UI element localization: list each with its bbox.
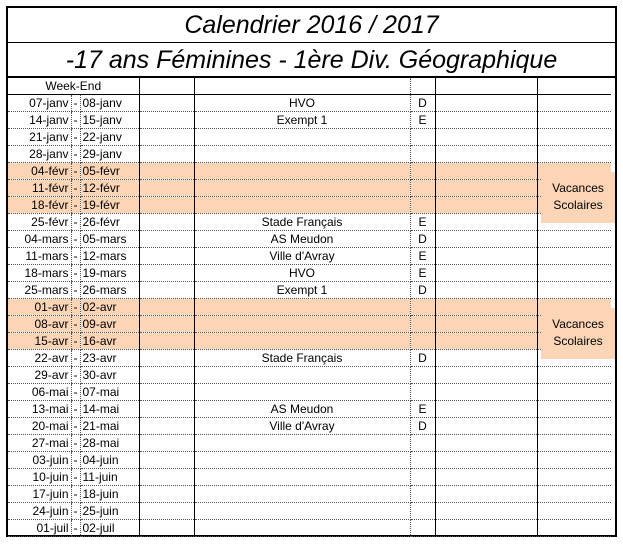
empty-cell xyxy=(139,299,194,316)
empty-cell xyxy=(435,231,537,248)
empty-cell xyxy=(435,129,537,146)
home-away xyxy=(410,299,435,316)
vacation-cell xyxy=(537,435,611,452)
home-away: D xyxy=(410,350,435,367)
vacation-line2: Scolaires xyxy=(553,334,603,348)
date-separator: - xyxy=(71,197,80,214)
home-away xyxy=(410,333,435,350)
empty-cell xyxy=(139,316,194,333)
schedule-row xyxy=(8,129,611,146)
date-separator: - xyxy=(71,367,80,384)
date-separator: - xyxy=(71,180,80,197)
weekend-header: Week-End xyxy=(8,78,139,95)
empty-cell xyxy=(139,350,194,367)
saturday-date: 01-avr xyxy=(8,299,71,316)
saturday-date: 28-janv xyxy=(8,146,71,163)
opponent: AS Meudon xyxy=(194,231,410,248)
home-away xyxy=(410,503,435,520)
opponent: HVO xyxy=(194,95,410,112)
empty-cell xyxy=(139,129,194,146)
sunday-date: 09-avr xyxy=(80,316,139,333)
saturday-date: 03-juin xyxy=(8,452,71,469)
schedule-row xyxy=(8,401,611,418)
date-separator: - xyxy=(71,214,80,231)
schedule-row xyxy=(8,265,611,282)
saturday-date: 22-avr xyxy=(8,350,71,367)
empty-cell xyxy=(139,265,194,282)
empty-cell xyxy=(435,469,537,486)
empty-cell xyxy=(435,214,537,231)
opponent xyxy=(194,469,410,486)
date-separator: - xyxy=(71,248,80,265)
date-separator: - xyxy=(71,435,80,452)
empty-cell xyxy=(435,384,537,401)
empty-cell xyxy=(139,503,194,520)
home-away xyxy=(410,452,435,469)
home-away xyxy=(410,486,435,503)
saturday-date: 06-mai xyxy=(8,384,71,401)
sunday-date: 26-mars xyxy=(80,282,139,299)
opponent xyxy=(194,129,410,146)
opponent xyxy=(194,299,410,316)
schedule-row xyxy=(8,367,611,384)
home-away: D xyxy=(410,418,435,435)
empty-cell xyxy=(435,486,537,503)
date-separator: - xyxy=(71,316,80,333)
home-away xyxy=(410,384,435,401)
schedule-row xyxy=(8,95,611,112)
saturday-date: 25-mars xyxy=(8,282,71,299)
date-separator: - xyxy=(71,333,80,350)
home-away xyxy=(410,316,435,333)
sunday-date: 14-mai xyxy=(80,401,139,418)
sunday-date: 16-avr xyxy=(80,333,139,350)
saturday-date: 18-mars xyxy=(8,265,71,282)
date-separator: - xyxy=(71,231,80,248)
sunday-date: 21-mai xyxy=(80,418,139,435)
empty-cell xyxy=(435,520,537,537)
empty-cell xyxy=(435,248,537,265)
vacation-line1: Vacances xyxy=(552,181,604,195)
date-separator: - xyxy=(71,418,80,435)
saturday-date: 11-févr xyxy=(8,180,71,197)
sunday-date: 30-avr xyxy=(80,367,139,384)
opponent xyxy=(194,384,410,401)
sunday-date: 05-mars xyxy=(80,231,139,248)
calendar-sheet xyxy=(6,6,617,537)
date-separator: - xyxy=(71,95,80,112)
empty-cell xyxy=(435,452,537,469)
schedule-row xyxy=(8,180,611,197)
opponent xyxy=(194,197,410,214)
home-away: E xyxy=(410,248,435,265)
vacation-cell xyxy=(537,418,611,435)
sunday-date: 19-févr xyxy=(80,197,139,214)
opponent xyxy=(194,333,410,350)
home-away: E xyxy=(410,214,435,231)
header-vacation xyxy=(537,78,611,95)
vacation-cell xyxy=(537,231,611,248)
sunday-date: 08-janv xyxy=(80,95,139,112)
opponent xyxy=(194,435,410,452)
schedule-row xyxy=(8,214,611,231)
sunday-date: 07-mai xyxy=(80,384,139,401)
empty-cell xyxy=(435,401,537,418)
schedule-row xyxy=(8,231,611,248)
opponent: Ville d'Avray xyxy=(194,418,410,435)
date-separator: - xyxy=(71,299,80,316)
vacation-cell xyxy=(537,367,611,384)
empty-cell xyxy=(139,146,194,163)
empty-cell xyxy=(435,112,537,129)
saturday-date: 20-mai xyxy=(8,418,71,435)
header-empty-1 xyxy=(139,78,194,95)
empty-cell xyxy=(435,180,537,197)
saturday-date: 01-juil xyxy=(8,520,71,537)
schedule-row xyxy=(8,452,611,469)
schedule-row xyxy=(8,384,611,401)
date-separator: - xyxy=(71,401,80,418)
empty-cell xyxy=(139,231,194,248)
empty-cell xyxy=(139,163,194,180)
opponent: HVO xyxy=(194,265,410,282)
vacation-cell xyxy=(537,384,611,401)
date-separator: - xyxy=(71,452,80,469)
home-away xyxy=(410,469,435,486)
home-away xyxy=(410,146,435,163)
empty-cell xyxy=(435,333,537,350)
opponent: AS Meudon xyxy=(194,401,410,418)
empty-cell xyxy=(139,214,194,231)
schedule-row xyxy=(8,299,611,316)
opponent: Exempt 1 xyxy=(194,112,410,129)
home-away: E xyxy=(410,265,435,282)
empty-cell xyxy=(139,333,194,350)
vacation-cell xyxy=(537,95,611,112)
empty-cell xyxy=(435,299,537,316)
date-separator: - xyxy=(71,265,80,282)
vacation-cell xyxy=(537,282,611,299)
date-separator: - xyxy=(71,503,80,520)
header-row xyxy=(8,78,611,95)
home-away xyxy=(410,180,435,197)
empty-cell xyxy=(139,112,194,129)
schedule-row xyxy=(8,112,611,129)
sunday-date: 02-juil xyxy=(80,520,139,537)
empty-cell xyxy=(435,350,537,367)
home-away: D xyxy=(410,282,435,299)
sunday-date: 29-janv xyxy=(80,146,139,163)
home-away xyxy=(410,435,435,452)
vacation-cell xyxy=(537,520,611,537)
vacation-cell xyxy=(537,112,611,129)
empty-cell xyxy=(139,520,194,537)
home-away: E xyxy=(410,112,435,129)
empty-cell xyxy=(435,197,537,214)
opponent xyxy=(194,146,410,163)
schedule-row xyxy=(8,316,611,333)
saturday-date: 14-janv xyxy=(8,112,71,129)
vacation-cell xyxy=(537,486,611,503)
vacation-line1: Vacances xyxy=(552,317,604,331)
date-separator: - xyxy=(71,146,80,163)
empty-cell xyxy=(139,435,194,452)
saturday-date: 04-févr xyxy=(8,163,71,180)
vacation-cell xyxy=(537,265,611,282)
empty-cell xyxy=(435,282,537,299)
schedule-row xyxy=(8,282,611,299)
empty-cell xyxy=(139,248,194,265)
empty-cell xyxy=(435,265,537,282)
opponent: Ville d'Avray xyxy=(194,248,410,265)
sunday-date: 22-janv xyxy=(80,129,139,146)
empty-cell xyxy=(139,486,194,503)
home-away xyxy=(410,197,435,214)
schedule-row xyxy=(8,503,611,520)
empty-cell xyxy=(139,282,194,299)
sunday-date: 23-avr xyxy=(80,350,139,367)
page-subtitle: -17 ans Féminines - 1ère Div. Géographique xyxy=(8,43,615,78)
sunday-date: 28-mai xyxy=(80,435,139,452)
date-separator: - xyxy=(71,282,80,299)
schedule-row xyxy=(8,418,611,435)
opponent: Stade Français xyxy=(194,350,410,367)
saturday-date: 24-juin xyxy=(8,503,71,520)
date-separator: - xyxy=(71,486,80,503)
schedule-row xyxy=(8,435,611,452)
sunday-date: 26-févr xyxy=(80,214,139,231)
sunday-date: 12-mars xyxy=(80,248,139,265)
home-away xyxy=(410,163,435,180)
empty-cell xyxy=(435,367,537,384)
vacation-line2: Scolaires xyxy=(553,198,603,212)
vacation-cell xyxy=(537,452,611,469)
opponent xyxy=(194,486,410,503)
opponent xyxy=(194,520,410,537)
opponent: Exempt 1 xyxy=(194,282,410,299)
date-separator: - xyxy=(71,112,80,129)
empty-cell xyxy=(139,197,194,214)
saturday-date: 08-avr xyxy=(8,316,71,333)
sunday-date: 25-juin xyxy=(80,503,139,520)
home-away xyxy=(410,129,435,146)
opponent xyxy=(194,180,410,197)
home-away: D xyxy=(410,231,435,248)
vacation-cell xyxy=(537,401,611,418)
schedule-row xyxy=(8,333,611,350)
saturday-date: 29-avr xyxy=(8,367,71,384)
empty-cell xyxy=(139,180,194,197)
page-title: Calendrier 2016 / 2017 xyxy=(8,8,615,43)
vacation-cell xyxy=(537,129,611,146)
home-away: E xyxy=(410,401,435,418)
empty-cell xyxy=(435,95,537,112)
date-separator: - xyxy=(71,129,80,146)
sunday-date: 12-févr xyxy=(80,180,139,197)
empty-cell xyxy=(435,146,537,163)
saturday-date: 11-mars xyxy=(8,248,71,265)
sunday-date: 02-avr xyxy=(80,299,139,316)
empty-cell xyxy=(139,367,194,384)
schedule-row xyxy=(8,469,611,486)
sunday-date: 19-mars xyxy=(80,265,139,282)
date-separator: - xyxy=(71,350,80,367)
date-separator: - xyxy=(71,384,80,401)
schedule-row xyxy=(8,197,611,214)
sunday-date: 05-févr xyxy=(80,163,139,180)
empty-cell xyxy=(435,435,537,452)
schedule-row xyxy=(8,486,611,503)
vacation-cell xyxy=(537,503,611,520)
empty-cell xyxy=(139,452,194,469)
header-opponent xyxy=(194,78,410,95)
schedule-row xyxy=(8,163,611,180)
header-empty-2 xyxy=(435,78,537,95)
home-away: D xyxy=(410,95,435,112)
empty-cell xyxy=(139,418,194,435)
empty-cell xyxy=(435,418,537,435)
saturday-date: 13-mai xyxy=(8,401,71,418)
saturday-date: 25-févr xyxy=(8,214,71,231)
empty-cell xyxy=(139,469,194,486)
opponent xyxy=(194,452,410,469)
sunday-date: 15-janv xyxy=(80,112,139,129)
home-away xyxy=(410,367,435,384)
schedule-table xyxy=(8,78,611,537)
schedule-row xyxy=(8,146,611,163)
opponent xyxy=(194,163,410,180)
vacation-label-february xyxy=(541,172,615,223)
opponent xyxy=(194,316,410,333)
opponent xyxy=(194,503,410,520)
sunday-date: 04-juin xyxy=(80,452,139,469)
schedule-row xyxy=(8,520,611,537)
empty-cell xyxy=(435,503,537,520)
header-loc xyxy=(410,78,435,95)
saturday-date: 10-juin xyxy=(8,469,71,486)
saturday-date: 07-janv xyxy=(8,95,71,112)
schedule-row xyxy=(8,248,611,265)
saturday-date: 18-févr xyxy=(8,197,71,214)
saturday-date: 15-avr xyxy=(8,333,71,350)
date-separator: - xyxy=(71,469,80,486)
date-separator: - xyxy=(71,163,80,180)
saturday-date: 21-janv xyxy=(8,129,71,146)
opponent: Stade Français xyxy=(194,214,410,231)
saturday-date: 27-mai xyxy=(8,435,71,452)
date-separator: - xyxy=(71,520,80,537)
sunday-date: 18-juin xyxy=(80,486,139,503)
empty-cell xyxy=(139,401,194,418)
schedule-row xyxy=(8,350,611,367)
empty-cell xyxy=(435,316,537,333)
saturday-date: 04-mars xyxy=(8,231,71,248)
empty-cell xyxy=(139,384,194,401)
vacation-cell xyxy=(537,469,611,486)
vacation-cell xyxy=(537,146,611,163)
opponent xyxy=(194,367,410,384)
vacation-label-april xyxy=(541,308,615,359)
saturday-date: 17-juin xyxy=(8,486,71,503)
empty-cell xyxy=(435,163,537,180)
empty-cell xyxy=(139,95,194,112)
home-away xyxy=(410,520,435,537)
sunday-date: 11-juin xyxy=(80,469,139,486)
vacation-cell xyxy=(537,248,611,265)
